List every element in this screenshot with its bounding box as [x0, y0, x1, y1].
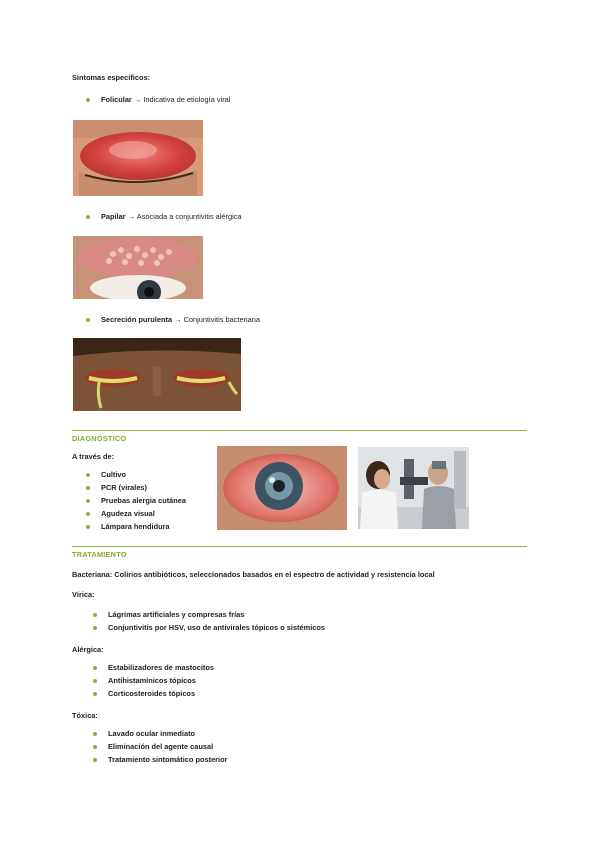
treatment-allergic-item: Estabilizadores de mastocitos — [108, 663, 214, 672]
symptom-label: Papilar — [101, 212, 126, 221]
bullet-icon — [86, 525, 90, 529]
red-eye-photo — [217, 446, 347, 530]
papillary-conjunctivitis-photo — [73, 236, 203, 299]
diagnosis-item: Agudeza visual — [101, 509, 155, 518]
diagnosis-intro: A través de: — [72, 452, 115, 461]
bullet-icon — [93, 692, 97, 696]
treatment-toxic-item: Eliminación del agente causal — [108, 742, 214, 751]
slit-lamp-exam-photo — [358, 447, 469, 529]
bullet-icon — [86, 318, 90, 322]
treatment-toxic-item: Lavado ocular inmediato — [108, 729, 196, 738]
arrow-icon: → — [133, 95, 142, 104]
symptom-item-follicular — [101, 95, 230, 105]
symptom-desc: Indicativa de etiología viral — [143, 95, 231, 104]
diagnosis-item: Pruebas alergia cutánea — [101, 496, 187, 505]
symptom-label: Folicular — [101, 95, 132, 104]
treatment-viral-item: Conjuntivitis por HSV, uso de antivirales tópicos o sistémicos — [108, 623, 325, 632]
bullet-icon — [93, 745, 97, 749]
diagnosis-title: DIAGNÓSTICO — [72, 434, 127, 443]
treatment-allergic-item: Corticosteroides tópicos — [108, 689, 196, 698]
bullet-icon — [93, 758, 97, 762]
treatment-allergic-heading: Alérgica: — [72, 645, 104, 654]
section-divider — [72, 430, 527, 431]
arrow-icon: → — [127, 212, 136, 221]
purulent-discharge-photo — [73, 338, 241, 411]
treatment-title: TRATAMIENTO — [72, 550, 127, 559]
treatment-viral-item: Lágrimas artificiales y compresas frías — [108, 610, 245, 619]
treatment-toxic-item: Tratamiento sintomático posterior — [108, 755, 228, 764]
bullet-icon — [86, 512, 90, 516]
bullet-icon — [86, 486, 90, 490]
bullet-icon — [93, 666, 97, 670]
follicular-conjunctivitis-photo — [73, 120, 203, 196]
bullet-icon — [93, 613, 97, 617]
treatment-allergic-item: Antihistamínicos tópicos — [108, 676, 196, 685]
diagnosis-item: Cultivo — [101, 470, 127, 479]
symptom-item-papillary — [101, 212, 242, 222]
bullet-icon — [86, 98, 90, 102]
bullet-icon — [93, 626, 97, 630]
bullet-icon — [86, 473, 90, 477]
diagnosis-item: PCR (virales) — [101, 483, 148, 492]
arrow-icon: → — [174, 315, 182, 324]
symptom-desc: Conjuntivitis bacteriana — [183, 315, 260, 324]
symptom-desc: Asociada a conjuntivitis alérgica — [136, 212, 242, 221]
diagnosis-item: Lámpara hendidura — [101, 522, 170, 531]
treatment-bacterial: Bacteriana: Colirios antibióticos, seleccionados basados en el espectro de actividad y resistencia local — [72, 570, 435, 579]
symptom-label: Secreción purulenta — [101, 315, 173, 324]
treatment-toxic-heading: Tóxica: — [72, 711, 98, 720]
bullet-icon — [93, 679, 97, 683]
bullet-icon — [86, 499, 90, 503]
treatment-viral-heading: Vírica: — [72, 590, 95, 599]
section-divider — [72, 546, 527, 547]
bullet-icon — [93, 732, 97, 736]
bullet-icon — [86, 215, 90, 219]
symptoms-heading: Síntomas específicos: — [72, 73, 151, 82]
symptom-item-purulent — [101, 315, 260, 325]
